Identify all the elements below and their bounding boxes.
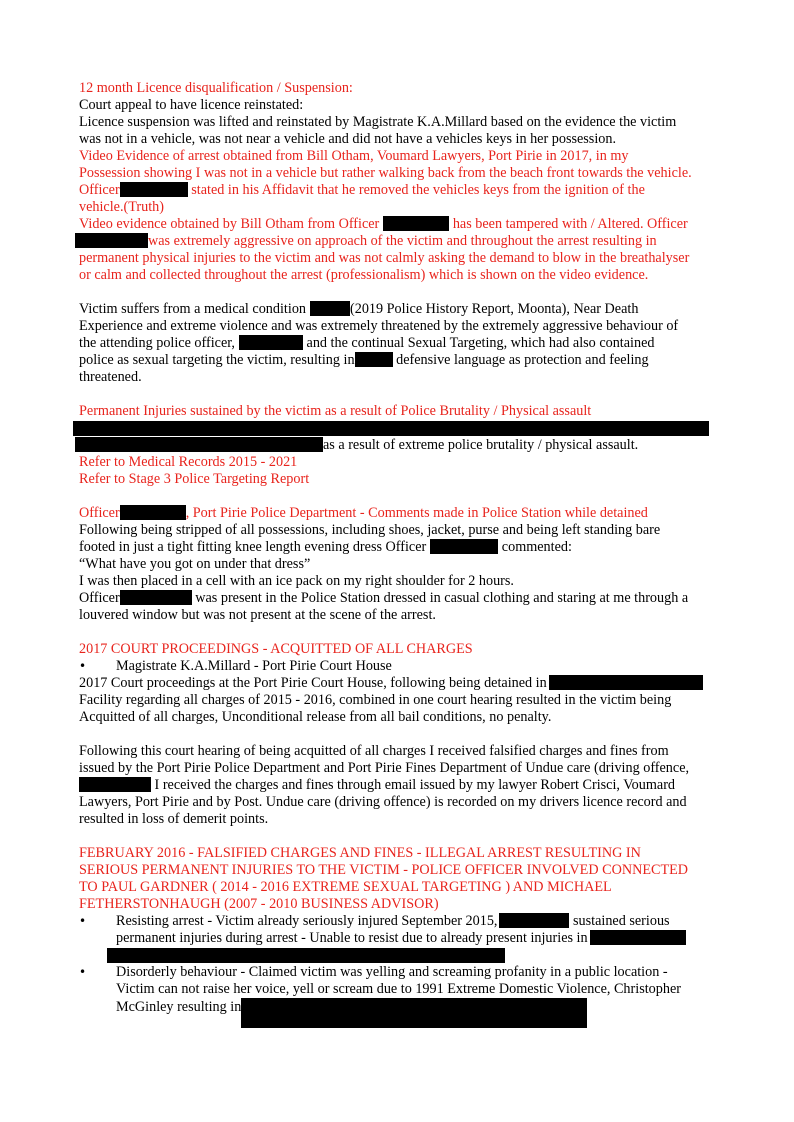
redaction-block: [383, 216, 449, 231]
redaction-block: [75, 437, 323, 452]
redaction-block: [120, 505, 186, 520]
feb2016-heading: FETHERSTONHAUGH (2007 - 2010 BUSINESS ADVISOR): [79, 896, 439, 912]
redaction-block: [241, 998, 587, 1028]
text-run: the attending police officer,: [79, 335, 235, 351]
medical-line: Experience and extreme violence and was extremely threatened by the extremely aggressive behaviour of: [79, 318, 679, 334]
fines-line: resulted in loss of demerit points.: [79, 811, 269, 827]
text-run: permanent injuries during arrest - Unable to resist due to already present injuries in: [116, 930, 588, 946]
text-run: footed in just a tight fitting knee length evening dress Officer: [79, 539, 427, 555]
bullet-item: [79, 658, 719, 675]
court-line: Facility regarding all charges of 2015 - 2016, combined in one court hearing resulted in the victim being: [79, 692, 672, 708]
redaction-block: [107, 948, 505, 963]
bullet-icon: •: [79, 965, 87, 979]
text-run: police as sexual targeting the victim, resulting in: [79, 352, 355, 368]
redaction-block: [430, 539, 498, 554]
fines-line: Following this court hearing of being acquitted of all charges I received falsified charges and fines from: [79, 743, 669, 759]
station-heading: [79, 505, 719, 522]
redaction-block: [239, 335, 303, 350]
tamper-line: [79, 216, 719, 233]
text-run: stated in his Affidavit that he removed the vehicles keys from the ignition of the: [187, 182, 645, 198]
targeting-report-ref: Refer to Stage 3 Police Targeting Report: [79, 471, 310, 487]
bullet-item: [79, 913, 719, 930]
tamper-line: or calm and collected throughout the arrest (professionalism) which is shown on the video evidence.: [79, 267, 649, 283]
text-run: commented:: [498, 539, 572, 555]
bullet-continuation: [79, 998, 719, 1028]
station-line: I was then placed in a cell with an ice pack on my right shoulder for 2 hours.: [79, 573, 514, 589]
video-line: Possession showing I was not in a vehicle but rather walking back from the beach front towards the vehicle.: [79, 165, 692, 181]
bullet-continuation: Victim can not raise her voice, yell or scream due to 1991 Extreme Domestic Violence, Christopher: [116, 981, 681, 997]
injuries-line: [79, 437, 719, 454]
injuries-heading: Permanent Injuries sustained by the victim as a result of Police Brutality / Physical assault: [79, 403, 592, 419]
text-run: Video evidence obtained by Bill Otham from Officer: [79, 216, 380, 232]
station-line: [79, 590, 719, 607]
medical-line: [79, 352, 719, 369]
medical-line: [79, 301, 719, 318]
text-run: Resisting arrest - Victim already seriously injured September 2015,: [116, 913, 498, 929]
fines-line: issued by the Port Pirie Police Department and Port Pirie Fines Department of Undue care (driving offence,: [79, 760, 690, 776]
redaction-block: [75, 233, 148, 248]
text-run: Disorderly behaviour - Claimed victim was yelling and screaming profanity in a public location -: [116, 964, 668, 980]
bullet-continuation: [79, 930, 719, 947]
text-run: 2017 Court proceedings at the Port Pirie Court House, following being detained in: [79, 675, 547, 691]
redaction-block: [310, 301, 350, 316]
licence-line: was not in a vehicle, was not near a vehicle and did not have a vehicles keys in her possession.: [79, 131, 616, 147]
text-run: sustained serious: [569, 913, 670, 929]
text-run: was present in the Police Station dressed in casual clothing and staring at me through a: [191, 590, 689, 606]
text-run: as a result of extreme police brutality / physical assault.: [323, 437, 639, 453]
court-line: Acquitted of all charges, Unconditional release from all bail conditions, no penalty.: [79, 709, 552, 725]
licence-heading: 12 month Licence disqualification / Suspension:: [79, 80, 353, 96]
redaction-block: [549, 675, 703, 690]
feb2016-heading: FEBRUARY 2016 - FALSIFIED CHARGES AND FINES - ILLEGAL ARREST RESULTING IN: [79, 845, 641, 861]
tamper-line: permanent physical injuries to the victim and was not calmly asking the demand to blow in the breathalyser: [79, 250, 690, 266]
text-run: Officer: [79, 505, 120, 521]
redaction-block: [79, 777, 151, 792]
station-quote: “What have you got on under that dress”: [79, 556, 311, 572]
redaction-block: [120, 182, 188, 197]
medical-records-ref: Refer to Medical Records 2015 - 2021: [79, 454, 298, 470]
text-run: Victim suffers from a medical condition: [79, 301, 307, 317]
video-line: vehicle.(Truth): [79, 199, 164, 215]
feb2016-heading: TO PAUL GARDNER ( 2014 - 2016 EXTREME SEXUAL TARGETING ) AND MICHAEL: [79, 879, 612, 895]
text-run: (2019 Police History Report, Moonta), Near Death: [350, 301, 639, 317]
text-run: Officer: [79, 590, 120, 606]
text-run: and the continual Sexual Targeting, which had also contained: [302, 335, 655, 351]
medical-line: [79, 335, 719, 352]
text-run: defensive language as protection and feeling: [392, 352, 649, 368]
court-heading: 2017 COURT PROCEEDINGS - ACQUITTED OF ALL CHARGES: [79, 641, 473, 657]
fines-line: Lawyers, Port Pirie and by Post. Undue care (driving offence) is recorded on my drivers licence record and: [79, 794, 687, 810]
bullet-icon: •: [79, 659, 87, 673]
document-page: [79, 80, 719, 1028]
redaction-block: [590, 930, 686, 945]
text-run: Magistrate K.A.Millard - Port Pirie Court House: [116, 658, 392, 674]
redaction-block: [73, 421, 709, 436]
fines-line: [79, 777, 719, 794]
redaction-block: [499, 913, 569, 928]
feb2016-heading: SERIOUS PERMANENT INJURIES TO THE VICTIM - POLICE OFFICER INVOLVED CONNECTED: [79, 862, 689, 878]
video-line: Video Evidence of arrest obtained from Bill Otham, Voumard Lawyers, Port Pirie in 2017, in my: [79, 148, 629, 164]
redaction-block: [355, 352, 393, 367]
licence-line: Licence suspension was lifted and reinstated by Magistrate K.A.Millard based on the evidence the victim: [79, 114, 677, 130]
licence-line: Court appeal to have licence reinstated:: [79, 97, 304, 113]
text-run: , Port Pirie Police Department - Comments made in Police Station while detained: [185, 505, 648, 521]
tamper-line: [75, 233, 719, 250]
video-line: [79, 182, 719, 199]
text-run: has been tampered with / Altered. Officer: [449, 216, 688, 232]
medical-line: threatened.: [79, 369, 142, 385]
text-run: McGinley resulting in: [116, 999, 242, 1015]
text-run: I received the charges and fines through email issued by my lawyer Robert Crisci, Voumard: [151, 777, 676, 793]
station-line: louvered window but was not present at the scene of the arrest.: [79, 607, 436, 623]
court-line: [79, 675, 719, 692]
text-run: was extremely aggressive on approach of the victim and throughout the arrest resulting in: [148, 233, 657, 249]
bullet-icon: •: [79, 914, 87, 928]
redaction-block: [120, 590, 192, 605]
bullet-item: [79, 964, 719, 981]
station-line: [79, 539, 719, 556]
station-line: Following being stripped of all possessions, including shoes, jacket, purse and being left standing bare: [79, 522, 661, 538]
text-run: Officer: [79, 182, 120, 198]
